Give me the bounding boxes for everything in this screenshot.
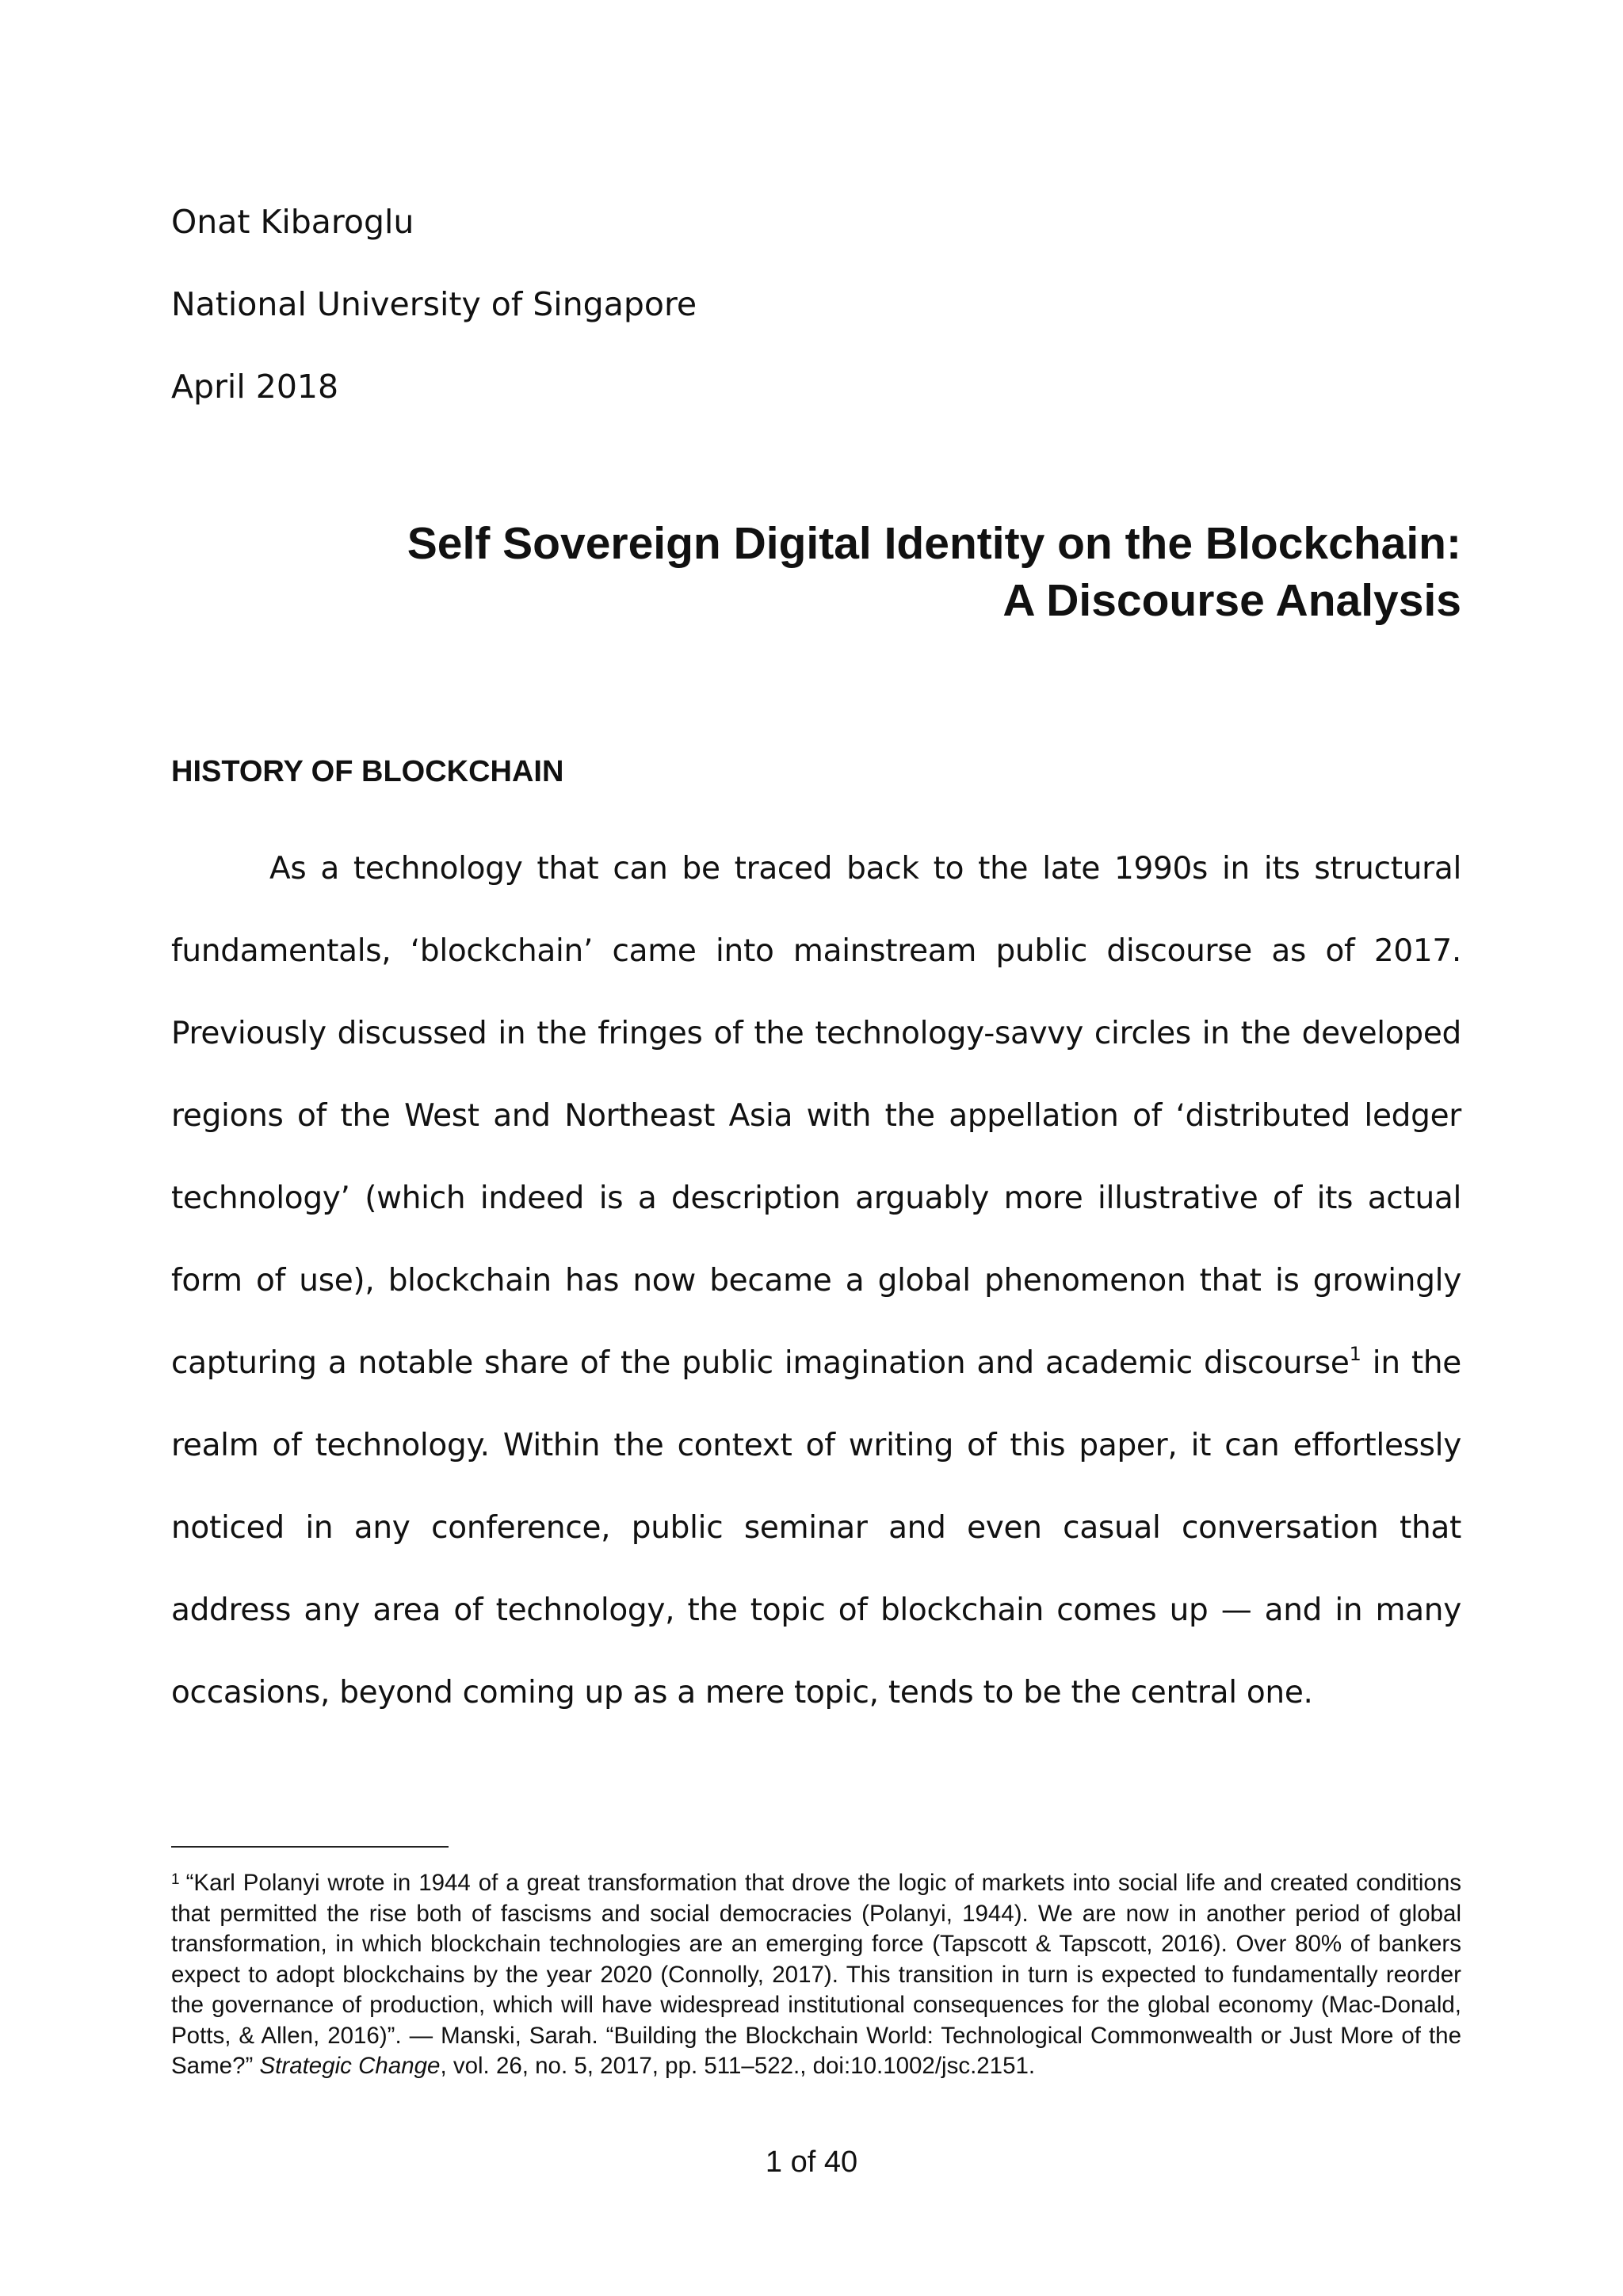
footnote-text-part-2: , vol. 26, no. 5, 2017, pp. 511–522., doi:10.1002/jsc.2151.	[440, 2053, 1036, 2079]
page-number: 1 of 40	[765, 2145, 858, 2179]
publication-date: April 2018	[171, 368, 339, 406]
body-text-part-1: As a technology that can be traced back to the late 1990s in its structural fundamentals, ‘blockchain’ came into mainstream public discourse as of 2017. Previously discussed in the fringes of the technology-savvy circles in the developed regions of the West and Northeast Asia with the appellation of ‘distributed ledger technology’ (which indeed is a description arguably more illustrative of its actual form of use), blockchain has now became a global phenomenon that is growingly capturing a notable share of the public imagination and academic discourse	[171, 851, 1461, 1381]
author-name: Onat Kibaroglu	[171, 203, 414, 241]
paper-title-line-2: A Discourse Analysis	[1002, 575, 1461, 626]
body-text-part-2: in the realm of technology. Within the context of writing of this paper, it can effortlessly noticed in any conference, public seminar and even casual conversation that address any area of technology, the topic of blockchain comes up — and in many occasions, beyond coming up as a mere topic, tends to be the central one.	[171, 1345, 1461, 1711]
footnote-journal-title: Strategic Change	[259, 2053, 441, 2079]
footnote-marker: 1	[171, 1871, 180, 1888]
author-affiliation: National University of Singapore	[171, 285, 697, 323]
footnote-text-part-1: “Karl Polanyi wrote in 1944 of a great transformation that drove the logic of markets into social life and created conditions that permitted the rise both of fascisms and social democracies (Polanyi, 1944). We are now in another period of global transformation, in which blockchain technologies are an emerging force (Tapscott & Tapscott, 2016). Over 80% of bankers expect to adopt blockchains by the year 2020 (Connolly, 2017). This transition in turn is expected to fundamentally reorder the governance of production, which will have widespread institutional consequences for the global economy (Mac-Donald, Potts, & Allen, 2016)”. — Manski, Sarah. “Building the Blockchain World: Technological Commonwealth or Just More of the Same?”	[171, 1870, 1461, 2079]
paper-title-line-1: Self Sovereign Digital Identity on the Blockchain:	[407, 518, 1461, 569]
footnote	[171, 1868, 1461, 2082]
footnote-reference[interactable]: 1	[1349, 1343, 1361, 1365]
footnote-divider	[171, 1846, 449, 1848]
paper-title	[301, 515, 1461, 629]
section-heading: HISTORY OF BLOCKCHAIN	[171, 755, 564, 788]
body-paragraph	[171, 828, 1461, 1734]
